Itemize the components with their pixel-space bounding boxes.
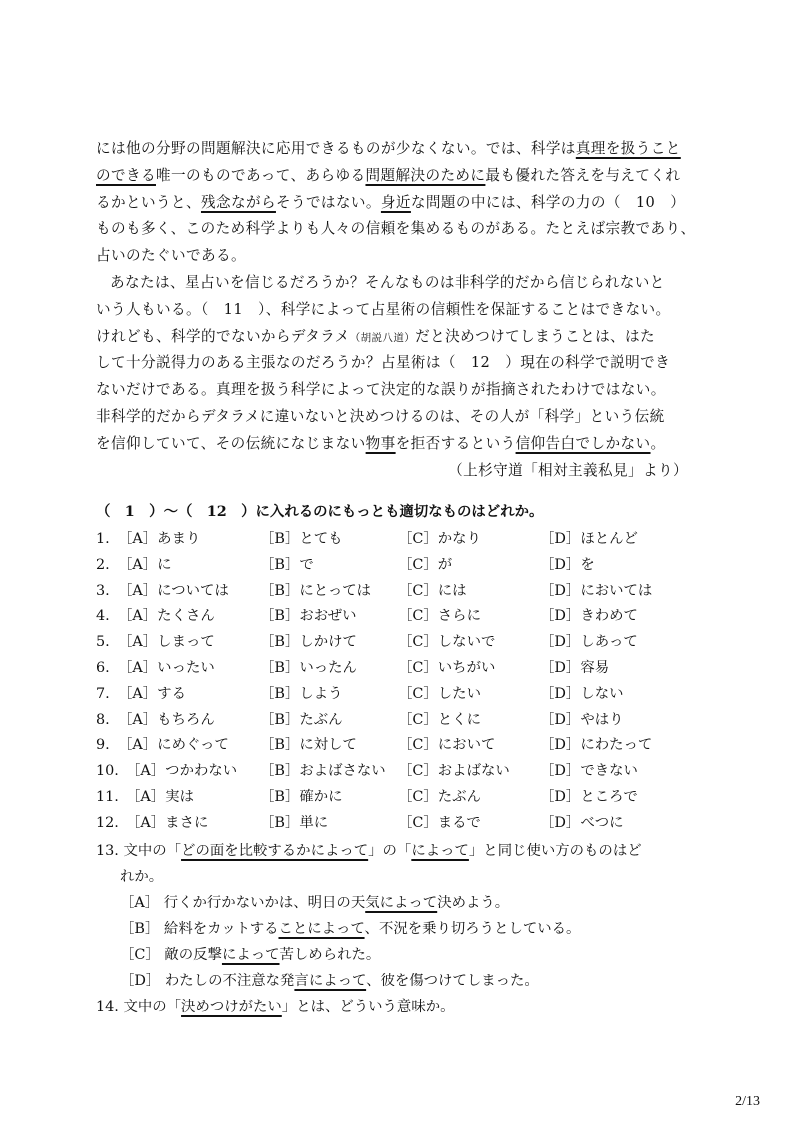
- page-number: 2/13: [735, 1094, 760, 1109]
- option-a[interactable]: ［A］に: [118, 556, 172, 573]
- option-c[interactable]: ［C］とくに: [398, 711, 481, 728]
- question-number: 9.: [96, 737, 110, 754]
- text: を信仰していて、その伝統になじまない: [96, 434, 366, 452]
- option-b[interactable]: ［B］たぶん: [260, 711, 343, 728]
- option-c[interactable]: ［C］したい: [398, 685, 481, 702]
- question-13-option-a[interactable]: [96, 890, 706, 916]
- option-d[interactable]: ［D］べつに: [540, 814, 624, 831]
- question-number: 4.: [96, 608, 110, 625]
- underlined-phrase: 言によって: [294, 973, 367, 989]
- option-a[interactable]: ［A］たくさん: [118, 608, 215, 625]
- underlined-phrase: 真理を扱うこと: [575, 140, 681, 157]
- text: 、不況を乗り切ろうとしている。: [364, 921, 581, 937]
- reading-passage: [96, 136, 716, 484]
- option-b[interactable]: ［B］確かに: [260, 788, 343, 805]
- text: ［A］ 行くか行かないかは、明日の天: [120, 895, 366, 911]
- option-b[interactable]: ［B］に対して: [260, 737, 357, 754]
- text: 最も優れた答えを与えてくれ: [485, 166, 681, 184]
- question-number: 7.: [96, 685, 110, 702]
- option-d[interactable]: ［D］しあって: [540, 634, 638, 651]
- option-c[interactable]: ［C］まるで: [398, 814, 481, 831]
- text: な問題の中には、科学の力の（ 10 ）: [410, 193, 686, 211]
- passage-line-1: [96, 136, 716, 163]
- option-c[interactable]: ［C］いちがい: [398, 659, 496, 676]
- passage-source: （上杉守道「相対主義私見」より）: [448, 461, 688, 479]
- passage-line-2: [96, 163, 716, 190]
- option-b[interactable]: ［B］しよう: [260, 685, 343, 702]
- option-a[interactable]: ［A］しまって: [118, 634, 215, 651]
- passage-line-7: いう人もいる。（ 11 ）、科学によって占星術の信頼性を保証することはできない。: [96, 300, 671, 318]
- question-number: 8.: [96, 711, 110, 728]
- option-a[interactable]: ［A］する: [118, 685, 186, 702]
- option-d[interactable]: ［D］においては: [540, 582, 653, 599]
- question-number: 12.: [96, 814, 119, 831]
- question-number: 14.: [96, 999, 119, 1015]
- text: ［D］ わたしの不注意な発: [120, 973, 295, 989]
- underlined-phrase: 物事: [365, 434, 396, 452]
- option-c[interactable]: ［C］さらに: [398, 608, 481, 625]
- option-c[interactable]: ［C］かなり: [398, 531, 481, 547]
- question-13-option-c[interactable]: [96, 942, 706, 968]
- option-a[interactable]: ［A］にめぐって: [118, 737, 229, 754]
- question-14-stem: [96, 994, 706, 1020]
- text: には他の分野の問題解決に応用できるものが少なくない。では、科学は: [96, 140, 576, 157]
- option-d[interactable]: ［D］きわめて: [540, 608, 638, 625]
- underlined-phrase: ことによって: [278, 921, 365, 937]
- passage-line-10: ないだけである。真理を扱う科学によって決定的な誤りが指摘されたわけではない。: [96, 381, 666, 399]
- passage-line-5: 占いのたぐいである。: [96, 247, 246, 265]
- text: 文中の「: [123, 843, 182, 859]
- text: 」とは、どういう意味か。: [281, 999, 455, 1015]
- text: けれども、科学的でないからデタラメ: [96, 327, 350, 345]
- underlined-phrase: 残念ながら: [200, 193, 276, 211]
- text: 、彼を傷つけてしまった。: [366, 973, 539, 989]
- text: 文中の「: [123, 999, 182, 1015]
- option-a[interactable]: ［A］もちろん: [118, 711, 215, 728]
- option-b[interactable]: ［B］単に: [260, 814, 329, 831]
- text: 。: [650, 434, 666, 452]
- question-number: 3.: [96, 582, 110, 599]
- question-13-option-b[interactable]: [96, 916, 706, 942]
- option-a[interactable]: ［A］については: [118, 582, 229, 599]
- question-number: 11.: [96, 788, 119, 805]
- question-13-option-d[interactable]: [96, 968, 706, 994]
- option-b[interactable]: ［B］しかけて: [260, 634, 357, 651]
- passage-line-3: [96, 190, 716, 217]
- option-c[interactable]: ［C］が: [398, 556, 453, 573]
- option-b[interactable]: ［B］おおぜい: [260, 608, 357, 625]
- option-c[interactable]: ［C］しないで: [398, 634, 496, 651]
- option-d[interactable]: ［D］しない: [540, 685, 624, 702]
- underlined-phrase: によって: [221, 947, 280, 963]
- underlined-phrase: によって: [411, 843, 469, 859]
- question-number: 10.: [96, 763, 119, 780]
- option-b[interactable]: ［B］およばさない: [260, 763, 386, 780]
- passage-line-8: [96, 324, 716, 351]
- option-a[interactable]: ［A］実は: [126, 788, 194, 805]
- passage-line-12: [96, 431, 716, 458]
- option-d[interactable]: ［D］やはり: [540, 711, 624, 728]
- option-d[interactable]: ［D］にわたって: [540, 737, 653, 754]
- question-number: 6.: [96, 659, 110, 676]
- option-d[interactable]: ［D］を: [540, 556, 595, 573]
- question-13-stem: [96, 838, 706, 864]
- text: ［B］ 給料をカットする: [120, 921, 279, 937]
- option-d[interactable]: ［D］ところで: [540, 788, 638, 805]
- passage-line-9: して十分説得力のある主張なのだろうか？占星術は（ 12 ）現在の科学で説明でき: [96, 354, 671, 372]
- underlined-phrase: どの面を比較するかによって: [181, 843, 369, 859]
- text: るかというと、: [96, 193, 201, 211]
- question-number: 1.: [96, 531, 110, 547]
- option-c[interactable]: ［C］およばない: [398, 763, 510, 780]
- question-13-block: [96, 838, 706, 1020]
- text: を拒否するという: [395, 434, 516, 452]
- question-13-stem-cont: れか。: [120, 869, 164, 885]
- text: ［C］ 敵の反撃: [120, 947, 222, 963]
- option-d[interactable]: ［D］容易: [540, 659, 610, 676]
- text: そうではない。: [275, 193, 381, 211]
- option-a[interactable]: ［A］あまり: [118, 531, 201, 547]
- underlined-phrase: 信仰告白でしかない: [515, 434, 651, 452]
- option-a[interactable]: ［A］つかわない: [126, 763, 238, 780]
- option-c[interactable]: ［C］には: [398, 582, 467, 599]
- underlined-phrase: 決めつけがたい: [181, 999, 282, 1015]
- underlined-phrase: 問題解決のために: [365, 166, 486, 184]
- underlined-phrase: のできる: [96, 166, 156, 184]
- annotation: （胡説八道）: [349, 331, 416, 344]
- question-number: 5.: [96, 634, 110, 651]
- underlined-phrase: 身近: [380, 193, 411, 211]
- question-instructions: （ 1 ）～（ 12 ）に入れるのにもっとも適切なものはどれか。: [96, 503, 544, 520]
- option-d[interactable]: ［D］ほとんど: [540, 531, 638, 547]
- option-b[interactable]: ［B］にとっては: [260, 582, 372, 599]
- underlined-phrase: 気によって: [365, 895, 438, 911]
- option-b[interactable]: ［B］とても: [260, 531, 343, 547]
- question-number: 2.: [96, 556, 110, 573]
- text: 」の「: [368, 843, 412, 859]
- option-c[interactable]: ［C］において: [398, 737, 496, 754]
- option-a[interactable]: ［A］いったい: [118, 659, 215, 676]
- option-b[interactable]: ［B］で: [260, 556, 314, 573]
- passage-line-6: あなたは、星占いを信じるだろうか？そんなものは非科学的だから信じられないと: [110, 273, 665, 291]
- option-c[interactable]: ［C］たぶん: [398, 788, 481, 805]
- option-b[interactable]: ［B］いったん: [260, 659, 357, 676]
- option-a[interactable]: ［A］まさに: [126, 814, 209, 831]
- question-number: 13.: [96, 843, 119, 859]
- text: 」と同じ使い方のものはど: [468, 843, 642, 859]
- passage-line-4: ものも多く、このため科学よりも人々の信頼を集めるものがある。たとえば宗教であり、: [96, 220, 696, 238]
- option-d[interactable]: ［D］できない: [540, 763, 638, 780]
- text: だと決めつけてしまうことは、はた: [415, 327, 656, 345]
- text: 唯一のものであって、あらゆる: [155, 166, 366, 184]
- text: 決めよう。: [437, 895, 510, 911]
- passage-line-11: 非科学的だからデタラメに違いないと決めつけるのは、その人が「科学」という伝統: [96, 407, 665, 425]
- text: 苦しめられた。: [279, 947, 381, 963]
